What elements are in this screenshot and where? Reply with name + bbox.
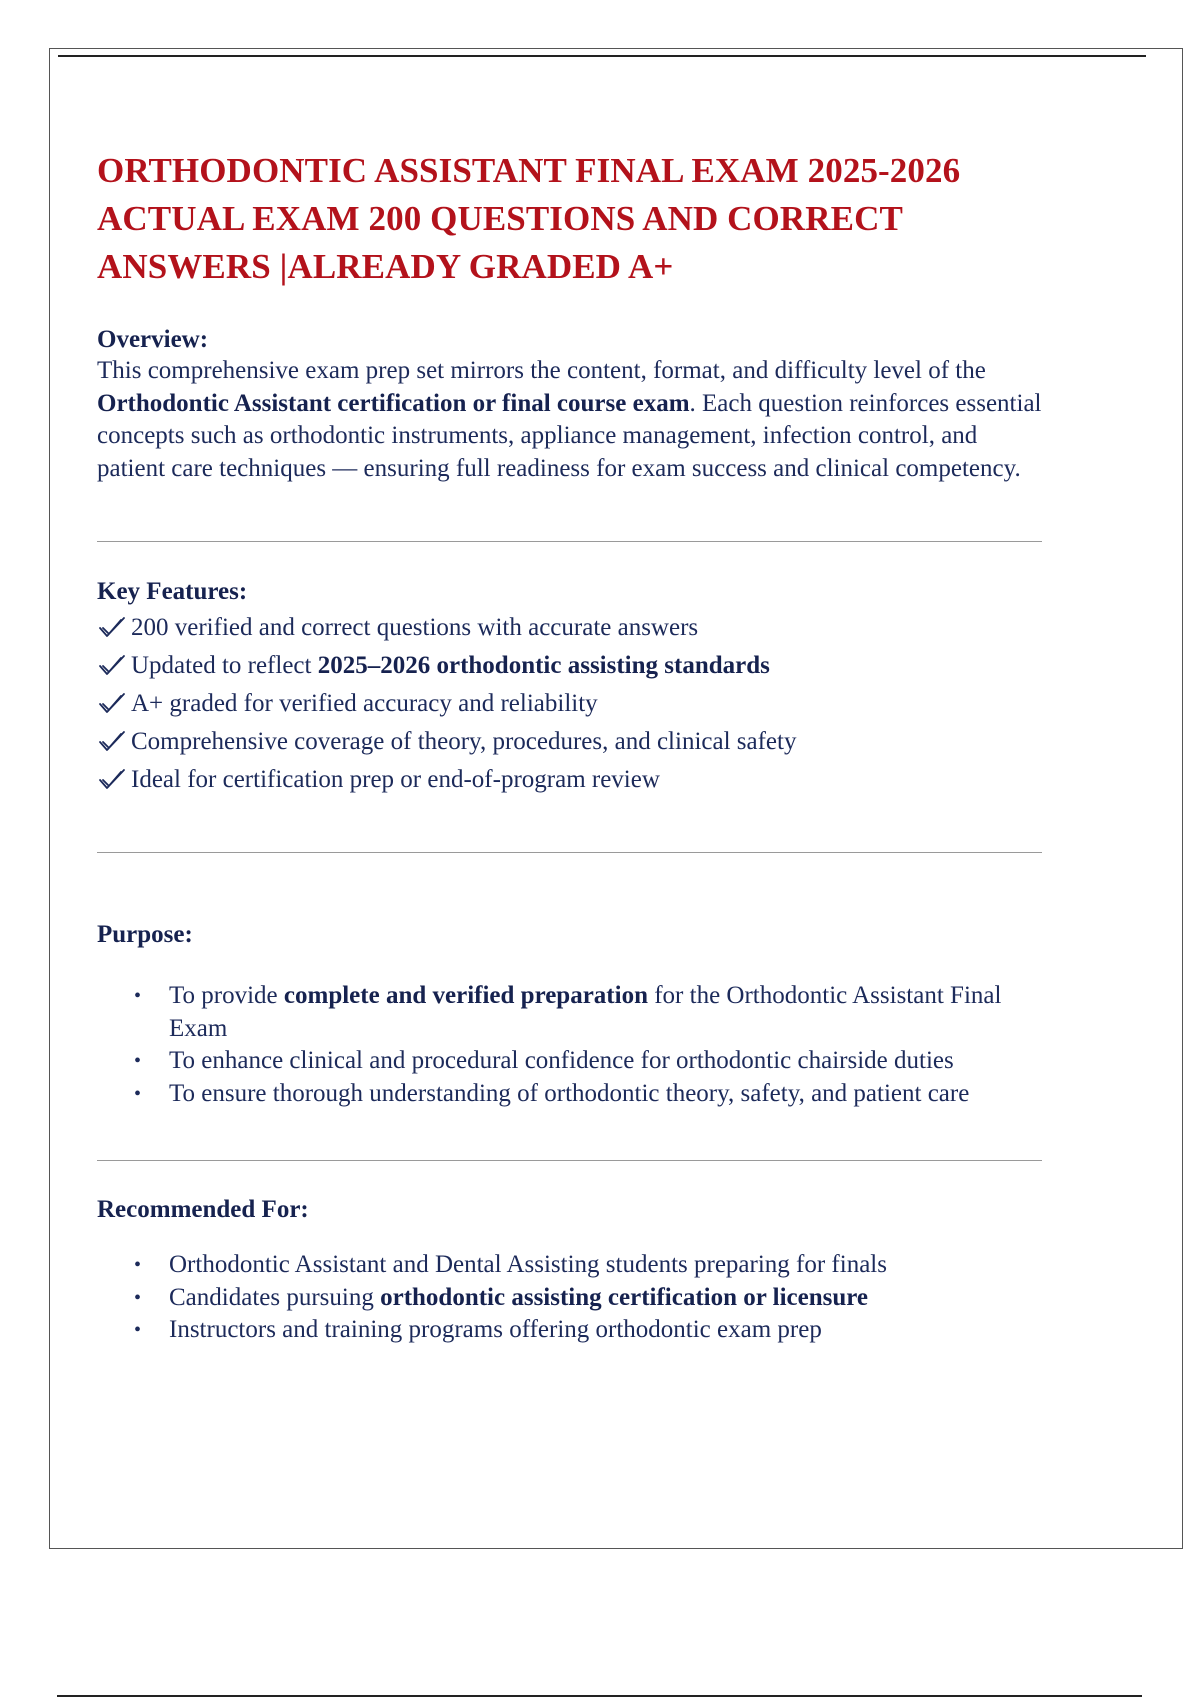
bullet-dot: • (134, 1050, 142, 1072)
feature-text: Ideal for certification prep or end-of-program review (131, 766, 660, 793)
bullet-dot: • (134, 985, 142, 1007)
key-features-heading: Key Features: (97, 578, 248, 605)
feature-text: Updated to reflect 2025–2026 orthodontic assisting standards (131, 652, 770, 679)
overview-text (97, 355, 1047, 485)
recommended-heading: Recommended For: (97, 1196, 309, 1223)
purpose-section (97, 920, 1047, 1110)
recommended-list (97, 1249, 1047, 1347)
list-item (97, 647, 1047, 685)
list-item: • Instructors and training programs offering orthodontic exam prep (97, 1314, 1049, 1347)
divider (97, 1160, 1042, 1161)
check-mark-icon (97, 615, 127, 641)
key-features-list (97, 609, 1047, 799)
check-mark-icon (97, 729, 127, 755)
overview-text-bold: Orthodontic Assistant certification or final course exam (97, 389, 690, 417)
key-features-section (97, 577, 1047, 799)
purpose-list (97, 980, 1047, 1110)
feature-text: A+ graded for verified accuracy and reliability (131, 690, 598, 717)
list-item: • To ensure thorough understanding of orthodontic theory, safety, and patient care (97, 1078, 1049, 1111)
list-item (97, 723, 1047, 761)
overview-text-end: . Each question reinforces essential concepts such as orthodontic instruments, appliance management, infection control, and patient care techniques — ensuring full readiness for exam success and clinical competency. (97, 389, 1042, 482)
overview-text-start: This comprehensive exam prep set mirrors the content, format, and difficulty level of the (97, 357, 986, 384)
divider (97, 852, 1042, 853)
overview-section (97, 325, 1047, 485)
list-item (97, 609, 1047, 647)
recommended-section (97, 1195, 1047, 1347)
bottom-rule (57, 1695, 1142, 1697)
overview-heading: Overview: (97, 326, 209, 353)
divider (97, 541, 1042, 542)
bullet-dot: • (134, 1082, 142, 1105)
purpose-heading: Purpose: (97, 921, 193, 948)
top-rule (58, 55, 1146, 57)
bullet-dot: • (134, 1286, 142, 1309)
bullet-dot: • (134, 1319, 142, 1341)
feature-text: 200 verified and correct questions with accurate answers (131, 614, 699, 641)
bullet-dot: • (134, 1254, 142, 1276)
page-title: ORTHODONTIC ASSISTANT FINAL EXAM 2025-2026 ACTUAL EXAM 200 QUESTIONS AND CORRECT ANSWERS |ALREADY GRADED A+ (97, 151, 961, 286)
list-item: • To provide complete and verified preparation for the Orthodontic Assistant Final Exam (134, 982, 1002, 1042)
document-content (97, 96, 1047, 1347)
check-mark-icon (97, 653, 127, 679)
list-item: • Candidates pursuing orthodontic assisting certification or licensure (97, 1282, 1049, 1315)
check-mark-icon (97, 767, 127, 793)
list-item: • Orthodontic Assistant and Dental Assisting students preparing for finals (97, 1249, 1049, 1282)
feature-text: Comprehensive coverage of theory, procedures, and clinical safety (131, 728, 797, 755)
list-item: • To enhance clinical and procedural confidence for orthodontic chairside duties (97, 1045, 1049, 1078)
list-item (97, 685, 1047, 723)
list-item (97, 761, 1047, 799)
check-mark-icon (97, 691, 127, 717)
